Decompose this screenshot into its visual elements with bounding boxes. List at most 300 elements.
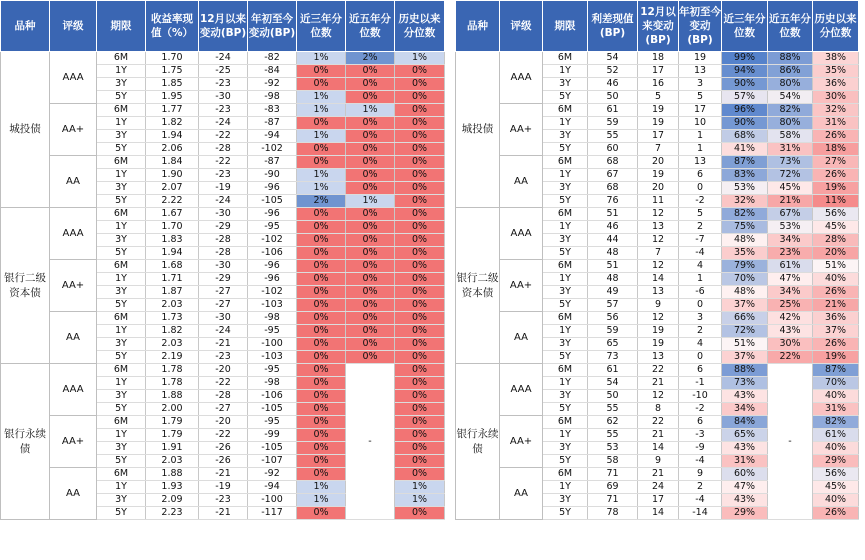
value-cell: 17: [679, 104, 722, 117]
term-cell: 6M: [97, 468, 146, 481]
value-cell: -2: [679, 403, 722, 416]
percentile-cell: 47%: [768, 273, 813, 286]
value-cell: -9: [679, 442, 722, 455]
percentile-cell: 40%: [813, 442, 859, 455]
value-cell: -28: [199, 143, 248, 156]
rating-cell: AA: [50, 312, 97, 364]
value-cell: 9: [679, 468, 722, 481]
value-cell: 78: [588, 507, 638, 520]
percentile-cell: 32%: [722, 195, 768, 208]
percentile-cell: 1%: [395, 52, 445, 65]
value-cell: 68: [588, 182, 638, 195]
percentile-cell: 26%: [813, 130, 859, 143]
percentile-cell: 0%: [346, 130, 395, 143]
percentile-cell: 1%: [297, 481, 346, 494]
value-cell: 13: [638, 351, 679, 364]
value-cell: -10: [679, 390, 722, 403]
value-cell: -1: [679, 377, 722, 390]
percentile-cell: 0%: [395, 247, 445, 260]
percentile-cell: 56%: [813, 468, 859, 481]
percentile-cell: 37%: [722, 299, 768, 312]
value-cell: -29: [199, 221, 248, 234]
rating-cell: AAA: [500, 52, 543, 104]
value-cell: 2.19: [146, 351, 199, 364]
percentile-cell: 19%: [813, 351, 859, 364]
term-cell: 1Y: [97, 117, 146, 130]
value-cell: -2: [679, 195, 722, 208]
term-cell: 5Y: [543, 143, 588, 156]
value-cell: 0: [679, 182, 722, 195]
percentile-cell: 0%: [395, 208, 445, 221]
value-cell: -14: [679, 507, 722, 520]
percentile-cell: 0%: [395, 442, 445, 455]
percentile-cell: 0%: [346, 143, 395, 156]
percentile-cell: 0%: [346, 299, 395, 312]
value-cell: 44: [588, 234, 638, 247]
column-header: 年初至今变动(BP): [679, 1, 722, 52]
value-cell: 17: [638, 130, 679, 143]
percentile-cell: 42%: [768, 312, 813, 325]
table-row: [456, 364, 859, 377]
term-cell: 6M: [97, 312, 146, 325]
right-table: [455, 0, 859, 520]
value-cell: 55: [588, 403, 638, 416]
term-cell: 3Y: [97, 130, 146, 143]
value-cell: 6: [679, 169, 722, 182]
percentile-cell: 0%: [346, 65, 395, 78]
column-header: 12月以来变动(BP): [638, 1, 679, 52]
value-cell: -21: [199, 468, 248, 481]
percentile-cell: 1%: [297, 104, 346, 117]
percentile-cell: 60%: [722, 468, 768, 481]
value-cell: 14: [638, 442, 679, 455]
term-cell: 3Y: [543, 286, 588, 299]
value-cell: 61: [588, 104, 638, 117]
not-applicable-cell: -: [346, 364, 395, 520]
percentile-cell: 0%: [297, 273, 346, 286]
value-cell: -21: [199, 338, 248, 351]
value-cell: -25: [199, 65, 248, 78]
value-cell: -107: [248, 455, 297, 468]
percentile-cell: 0%: [346, 208, 395, 221]
value-cell: 2.06: [146, 143, 199, 156]
percentile-cell: 0%: [395, 403, 445, 416]
percentile-cell: 45%: [813, 481, 859, 494]
percentile-cell: 0%: [395, 273, 445, 286]
percentile-cell: 45%: [768, 182, 813, 195]
value-cell: -4: [679, 247, 722, 260]
percentile-cell: 0%: [395, 377, 445, 390]
value-cell: 2.03: [146, 338, 199, 351]
percentile-cell: 40%: [813, 390, 859, 403]
value-cell: -28: [199, 247, 248, 260]
value-cell: 13: [638, 221, 679, 234]
term-cell: 5Y: [543, 403, 588, 416]
column-header: 历史以来分位数: [395, 1, 445, 52]
percentile-cell: 43%: [722, 494, 768, 507]
percentile-cell: 84%: [722, 416, 768, 429]
value-cell: 2.07: [146, 182, 199, 195]
value-cell: -106: [248, 390, 297, 403]
rating-cell: AAA: [500, 364, 543, 416]
column-header: 品种: [456, 1, 500, 52]
percentile-cell: 1%: [395, 494, 445, 507]
category-cell: 城投债: [1, 52, 50, 208]
value-cell: 60: [588, 143, 638, 156]
percentile-cell: 0%: [395, 507, 445, 520]
value-cell: 55: [588, 429, 638, 442]
percentile-cell: 0%: [297, 468, 346, 481]
rating-cell: AA: [500, 468, 543, 520]
value-cell: 20: [638, 182, 679, 195]
percentile-cell: 34%: [722, 403, 768, 416]
term-cell: 1Y: [97, 273, 146, 286]
value-cell: -23: [199, 169, 248, 182]
percentile-cell: 31%: [722, 455, 768, 468]
value-cell: -82: [248, 52, 297, 65]
value-cell: 1: [679, 273, 722, 286]
value-cell: 10: [679, 117, 722, 130]
value-cell: 65: [588, 338, 638, 351]
value-cell: 53: [588, 442, 638, 455]
percentile-cell: 0%: [346, 247, 395, 260]
term-cell: 6M: [543, 260, 588, 273]
value-cell: 48: [588, 247, 638, 260]
percentile-cell: 40%: [813, 273, 859, 286]
value-cell: -6: [679, 286, 722, 299]
value-cell: 7: [638, 143, 679, 156]
value-cell: 2.00: [146, 403, 199, 416]
value-cell: 50: [588, 390, 638, 403]
term-cell: 5Y: [97, 247, 146, 260]
value-cell: 13: [679, 156, 722, 169]
value-cell: -96: [248, 260, 297, 273]
value-cell: 71: [588, 494, 638, 507]
table-row: [1, 52, 445, 65]
percentile-cell: 0%: [395, 78, 445, 91]
term-cell: 1Y: [97, 481, 146, 494]
value-cell: 12: [638, 390, 679, 403]
value-cell: -99: [248, 429, 297, 442]
percentile-cell: 0%: [395, 299, 445, 312]
value-cell: -3: [679, 429, 722, 442]
percentile-cell: 27%: [813, 156, 859, 169]
value-cell: 57: [588, 299, 638, 312]
value-cell: 54: [588, 377, 638, 390]
percentile-cell: 1%: [297, 494, 346, 507]
percentile-cell: 0%: [297, 338, 346, 351]
value-cell: -92: [248, 468, 297, 481]
table-row: [1, 104, 445, 117]
value-cell: 59: [588, 325, 638, 338]
value-cell: -96: [248, 182, 297, 195]
percentile-cell: 1%: [297, 91, 346, 104]
table-row: [1, 156, 445, 169]
value-cell: 1.94: [146, 247, 199, 260]
column-header: 近五年分位数: [346, 1, 395, 52]
value-cell: 46: [588, 78, 638, 91]
percentile-cell: 0%: [297, 403, 346, 416]
value-cell: 14: [638, 273, 679, 286]
value-cell: 1.85: [146, 78, 199, 91]
percentile-cell: 0%: [395, 338, 445, 351]
percentile-cell: 82%: [722, 208, 768, 221]
value-cell: 2.03: [146, 299, 199, 312]
value-cell: 13: [638, 286, 679, 299]
percentile-cell: 87%: [813, 364, 859, 377]
term-cell: 5Y: [543, 91, 588, 104]
percentile-cell: 0%: [297, 221, 346, 234]
term-cell: 3Y: [543, 78, 588, 91]
value-cell: -7: [679, 234, 722, 247]
value-cell: -96: [248, 208, 297, 221]
percentile-cell: 90%: [722, 78, 768, 91]
percentile-cell: 68%: [722, 130, 768, 143]
term-cell: 5Y: [543, 195, 588, 208]
value-cell: 0: [679, 351, 722, 364]
value-cell: -23: [199, 351, 248, 364]
value-cell: 71: [588, 468, 638, 481]
percentile-cell: 35%: [813, 65, 859, 78]
percentile-cell: 1%: [297, 182, 346, 195]
value-cell: 21: [638, 468, 679, 481]
percentile-cell: 58%: [768, 130, 813, 143]
value-cell: -24: [199, 52, 248, 65]
percentile-cell: 0%: [395, 468, 445, 481]
yield-percentile-table-panel: [0, 0, 446, 520]
value-cell: -29: [199, 273, 248, 286]
value-cell: 2.03: [146, 455, 199, 468]
value-cell: 1.68: [146, 260, 199, 273]
category-cell: 银行永续债: [456, 364, 500, 520]
value-cell: 3: [679, 78, 722, 91]
percentile-cell: 56%: [813, 208, 859, 221]
table-row: [1, 364, 445, 377]
value-cell: -105: [248, 442, 297, 455]
column-header: 近三年分位数: [297, 1, 346, 52]
term-cell: 1Y: [97, 65, 146, 78]
value-cell: -20: [199, 364, 248, 377]
percentile-cell: 1%: [297, 169, 346, 182]
value-cell: -103: [248, 299, 297, 312]
percentile-cell: 21%: [813, 299, 859, 312]
value-cell: 1.67: [146, 208, 199, 221]
rating-cell: AA: [500, 156, 543, 208]
column-header: 年初至今变动(BP): [248, 1, 297, 52]
value-cell: -84: [248, 65, 297, 78]
term-cell: 5Y: [97, 91, 146, 104]
percentile-cell: 94%: [722, 65, 768, 78]
percentile-cell: 0%: [297, 416, 346, 429]
value-cell: 2.09: [146, 494, 199, 507]
percentile-cell: 72%: [722, 325, 768, 338]
term-cell: 6M: [97, 52, 146, 65]
value-cell: 3: [679, 312, 722, 325]
term-cell: 6M: [97, 260, 146, 273]
value-cell: -30: [199, 208, 248, 221]
percentile-cell: 31%: [768, 143, 813, 156]
value-cell: 5: [679, 91, 722, 104]
percentile-cell: 20%: [813, 247, 859, 260]
not-applicable-cell: -: [768, 364, 813, 520]
value-cell: -19: [199, 182, 248, 195]
term-cell: 1Y: [543, 377, 588, 390]
percentile-cell: 0%: [395, 286, 445, 299]
value-cell: 2: [679, 221, 722, 234]
column-header: 品种: [1, 1, 50, 52]
term-cell: 1Y: [97, 169, 146, 182]
value-cell: 20: [638, 156, 679, 169]
term-cell: 6M: [97, 156, 146, 169]
value-cell: 12: [638, 234, 679, 247]
table-row: [456, 312, 859, 325]
value-cell: 1.82: [146, 117, 199, 130]
value-cell: 1.94: [146, 130, 199, 143]
value-cell: 12: [638, 260, 679, 273]
percentile-cell: 0%: [297, 65, 346, 78]
percentile-cell: 35%: [722, 247, 768, 260]
percentile-cell: 80%: [768, 78, 813, 91]
value-cell: -98: [248, 312, 297, 325]
table-row: [1, 312, 445, 325]
term-cell: 6M: [97, 208, 146, 221]
value-cell: -105: [248, 403, 297, 416]
percentile-cell: 1%: [346, 195, 395, 208]
percentile-cell: 0%: [346, 78, 395, 91]
value-cell: 9: [638, 455, 679, 468]
value-cell: 2: [679, 325, 722, 338]
value-cell: 50: [588, 91, 638, 104]
value-cell: 19: [638, 325, 679, 338]
value-cell: 19: [679, 52, 722, 65]
value-cell: 13: [679, 65, 722, 78]
percentile-cell: 43%: [722, 390, 768, 403]
category-cell: 银行永续债: [1, 364, 50, 520]
term-cell: 5Y: [543, 507, 588, 520]
percentile-cell: 1%: [297, 130, 346, 143]
percentile-cell: 86%: [768, 65, 813, 78]
category-cell: 城投债: [456, 52, 500, 208]
value-cell: -117: [248, 507, 297, 520]
value-cell: 2.22: [146, 195, 199, 208]
percentile-cell: 36%: [813, 78, 859, 91]
term-cell: 5Y: [543, 455, 588, 468]
value-cell: -22: [199, 377, 248, 390]
value-cell: -100: [248, 338, 297, 351]
percentile-cell: 0%: [346, 234, 395, 247]
value-cell: 67: [588, 169, 638, 182]
percentile-cell: 0%: [395, 325, 445, 338]
column-header: 12月以来变动(BP): [199, 1, 248, 52]
percentile-cell: 0%: [395, 156, 445, 169]
percentile-cell: 57%: [722, 91, 768, 104]
term-cell: 1Y: [543, 325, 588, 338]
term-cell: 6M: [543, 156, 588, 169]
value-cell: -30: [199, 312, 248, 325]
percentile-cell: 0%: [297, 442, 346, 455]
percentile-cell: 23%: [768, 247, 813, 260]
term-cell: 1Y: [543, 65, 588, 78]
percentile-cell: 0%: [346, 91, 395, 104]
percentile-cell: 26%: [813, 507, 859, 520]
value-cell: 1.78: [146, 377, 199, 390]
value-cell: 1.91: [146, 442, 199, 455]
percentile-cell: 0%: [297, 260, 346, 273]
percentile-cell: 0%: [395, 455, 445, 468]
term-cell: 1Y: [543, 117, 588, 130]
value-cell: 7: [638, 247, 679, 260]
term-cell: 6M: [97, 364, 146, 377]
term-cell: 1Y: [97, 221, 146, 234]
term-cell: 3Y: [543, 494, 588, 507]
value-cell: -27: [199, 299, 248, 312]
value-cell: 1.79: [146, 429, 199, 442]
percentile-cell: 54%: [768, 91, 813, 104]
value-cell: 1.82: [146, 325, 199, 338]
percentile-cell: 28%: [813, 234, 859, 247]
value-cell: 17: [638, 65, 679, 78]
rating-cell: AA+: [500, 416, 543, 468]
percentile-cell: 11%: [813, 195, 859, 208]
value-cell: 6: [679, 416, 722, 429]
rating-cell: AAA: [50, 52, 97, 104]
value-cell: -30: [199, 260, 248, 273]
percentile-cell: 0%: [297, 234, 346, 247]
value-cell: 1: [679, 130, 722, 143]
value-cell: 1.90: [146, 169, 199, 182]
term-cell: 3Y: [543, 182, 588, 195]
term-cell: 3Y: [97, 78, 146, 91]
percentile-cell: 0%: [297, 299, 346, 312]
value-cell: 1.73: [146, 312, 199, 325]
term-cell: 5Y: [97, 351, 146, 364]
percentile-cell: 0%: [395, 182, 445, 195]
rating-cell: AA+: [500, 104, 543, 156]
value-cell: -27: [199, 286, 248, 299]
percentile-cell: 29%: [722, 507, 768, 520]
value-cell: -98: [248, 377, 297, 390]
left-table: [0, 0, 445, 520]
rating-cell: AAA: [50, 208, 97, 260]
value-cell: -24: [199, 325, 248, 338]
percentile-cell: 32%: [813, 104, 859, 117]
percentile-cell: 65%: [722, 429, 768, 442]
percentile-cell: 0%: [395, 104, 445, 117]
term-cell: 3Y: [97, 182, 146, 195]
value-cell: -23: [199, 494, 248, 507]
rating-cell: AAA: [50, 364, 97, 416]
value-cell: 21: [638, 377, 679, 390]
value-cell: 61: [588, 364, 638, 377]
value-cell: 19: [638, 338, 679, 351]
value-cell: 1.70: [146, 221, 199, 234]
column-header: 利差现值(BP): [588, 1, 638, 52]
percentile-cell: 99%: [722, 52, 768, 65]
value-cell: 22: [638, 364, 679, 377]
percentile-cell: 0%: [346, 260, 395, 273]
percentile-cell: 0%: [395, 169, 445, 182]
percentile-cell: 43%: [768, 325, 813, 338]
value-cell: 1.88: [146, 390, 199, 403]
value-cell: -24: [199, 117, 248, 130]
percentile-cell: 83%: [722, 169, 768, 182]
term-cell: 6M: [543, 104, 588, 117]
percentile-cell: 0%: [346, 273, 395, 286]
percentile-cell: 51%: [813, 260, 859, 273]
percentile-cell: 0%: [395, 312, 445, 325]
percentile-cell: 0%: [395, 221, 445, 234]
value-cell: 19: [638, 104, 679, 117]
